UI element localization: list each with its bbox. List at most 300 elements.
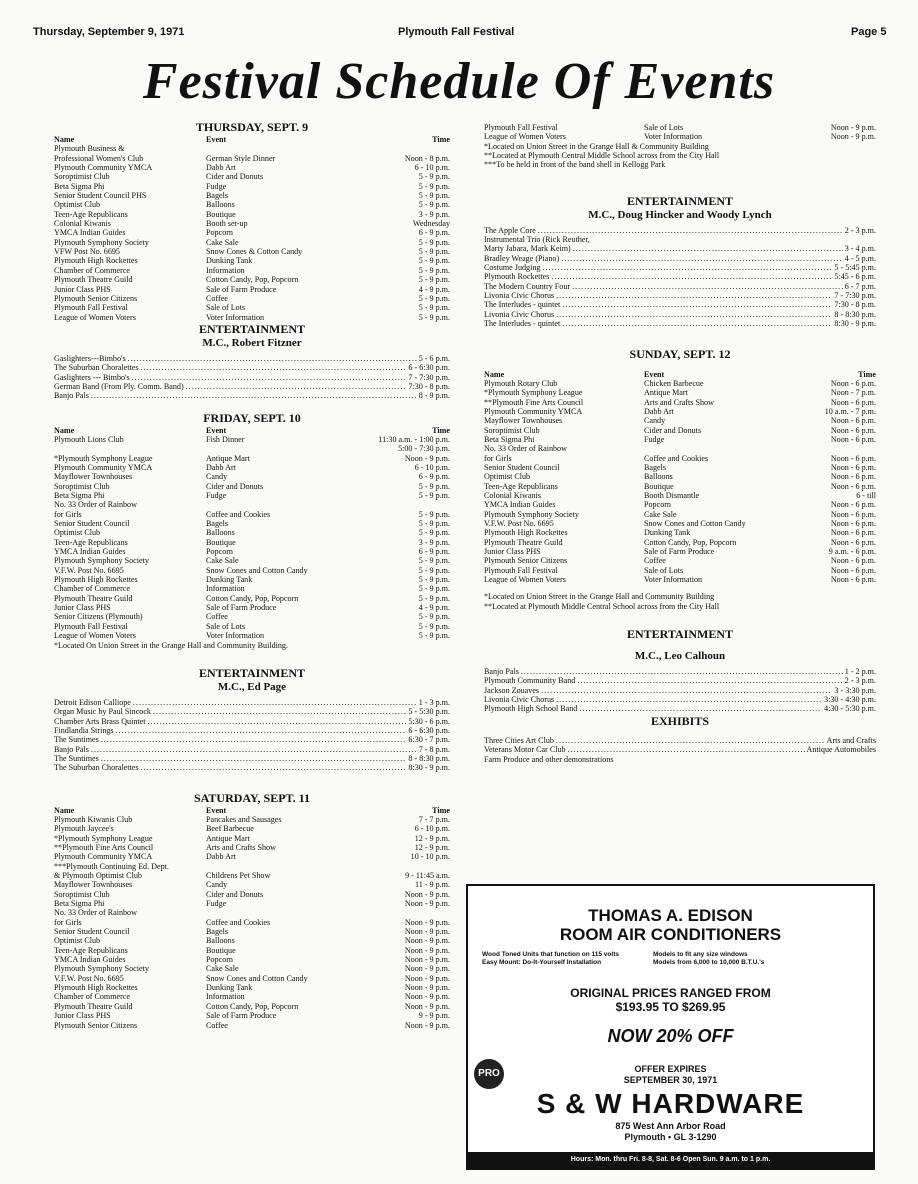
item-label: Plymouth High School Band — [484, 704, 578, 714]
row-name: No. 33 Order of Rainbow — [484, 444, 567, 454]
ad-features-right: Models to fit any size windows Models from 6,000 to 10,000 B.T.U.'s — [653, 951, 765, 966]
table-row — [484, 426, 876, 435]
row-event — [644, 444, 784, 453]
row-name: Plymouth Theatre Guild — [54, 593, 133, 603]
row-time: 5 - 9 p.m. — [418, 519, 450, 529]
row-event: Cotton Candy, Pop, Popcorn — [206, 1001, 299, 1011]
row-time: 6 - 9 p.m. — [418, 228, 450, 238]
item-value: 8 - 8:30 p.m. — [834, 309, 876, 319]
row-event: Booth set-up — [206, 219, 248, 229]
table-row — [54, 946, 450, 955]
item-label: Bradley Weage (Piano) — [484, 253, 560, 263]
row-name: Plymouth Community YMCA — [54, 163, 153, 173]
row-name: YMCA Indian Guides — [54, 547, 126, 557]
row-name: VFW Post No. 6695 — [54, 247, 120, 257]
row-time: Noon - 9 p.m. — [404, 955, 450, 965]
row-name: Soroptimist Club — [54, 172, 110, 182]
location-note: *Located On Union Street in the Grange Hall and Community Building. — [54, 640, 289, 650]
row-time: Noon - 6 p.m. — [830, 528, 876, 538]
table-row — [54, 454, 450, 463]
dot-leader — [153, 707, 406, 716]
row-name: Optimist Club — [484, 472, 531, 482]
item-value: 5 - 5:45 p.m. — [834, 263, 876, 273]
row-time: 7 - 7 p.m. — [418, 814, 450, 824]
table-row — [54, 584, 450, 593]
row-time: Noon - 6 p.m. — [830, 509, 876, 519]
row-event: Snow Cones & Cotton Candy — [206, 247, 303, 257]
row-name: YMCA Indian Guides — [484, 500, 556, 510]
ad-address: 875 West Ann Arbor Road Plymouth • GL 3-1290 — [615, 1121, 726, 1142]
row-event — [206, 862, 356, 871]
row-event: Antique Mart — [206, 453, 250, 463]
table-row — [54, 528, 450, 537]
table-row — [54, 594, 450, 603]
table-row — [54, 182, 450, 191]
row-event: Sale of Lots — [644, 565, 684, 575]
row-name: Plymouth High Rockettes — [54, 256, 138, 266]
row-event: Coffee — [206, 612, 228, 622]
row-time: 5 - 9 p.m. — [418, 256, 450, 266]
row-name: V.F.W. Post No. 6695 — [54, 973, 124, 983]
dot-leader — [538, 226, 843, 235]
list-item — [484, 263, 876, 272]
sunday-section — [484, 347, 876, 764]
entertainment-heading: ENTERTAINMENT — [198, 321, 306, 336]
row-name: League of Women Voters — [54, 312, 136, 322]
row-time: Noon - 6 p.m. — [830, 397, 876, 407]
table-row — [54, 144, 450, 153]
row-name: V.F.W. Post No. 6695 — [54, 565, 124, 575]
row-name: Colonial Kiwanis — [54, 219, 111, 229]
entertainment-list — [484, 226, 876, 329]
row-name: Professional Women's Club — [54, 153, 144, 163]
row-event: Popcorn — [206, 955, 233, 965]
exhibits-note: Farm Produce and other demonstrations — [484, 754, 614, 764]
item-value: 6 - 6:30 p.m. — [408, 725, 450, 735]
row-time: Noon - 6 p.m. — [830, 519, 876, 528]
dot-leader — [132, 373, 407, 382]
row-time: Noon - 9 p.m. — [404, 945, 450, 955]
table-row — [54, 815, 450, 824]
row-event: Bagels — [206, 927, 229, 937]
row-event: Dabb Art — [206, 163, 236, 173]
mc-line: M.C., Leo Calhoun — [634, 650, 726, 663]
item-value: 7 - 7:30 p.m. — [408, 372, 450, 382]
row-event: Coffee — [644, 556, 666, 566]
header-paper: Plymouth Fall Festival — [398, 26, 515, 38]
row-name: Plymouth Theatre Guild — [54, 1001, 133, 1011]
row-time: Noon - 9 p.m. — [404, 1001, 450, 1011]
table-row — [484, 444, 876, 453]
row-name: Plymouth High Rockettes — [484, 528, 568, 538]
row-event: Fudge — [644, 434, 665, 444]
row-event: Balloons — [206, 936, 235, 946]
entertainment-heading: ENTERTAINMENT — [198, 665, 306, 680]
row-event: Antique Mart — [644, 388, 688, 398]
row-time: Noon - 8 p.m. — [404, 153, 450, 163]
item-value: 1 - 2 p.m. — [844, 667, 876, 677]
row-time: 5 - 9 p.m. — [418, 491, 450, 500]
dot-leader — [542, 263, 832, 272]
table-row — [484, 500, 876, 509]
row-time: 5 - 9 p.m. — [418, 584, 450, 594]
row-name: Soroptimist Club — [484, 425, 540, 435]
row-name: YMCA Indian Guides — [54, 228, 126, 238]
row-name: Plymouth Fall Festival — [484, 565, 558, 575]
row-time: 9 a.m. - 6 p.m. — [828, 547, 876, 557]
item-value: Antique Automobiles — [806, 745, 876, 755]
row-event — [206, 500, 356, 509]
row-time: Noon - 6 p.m. — [830, 425, 876, 435]
thursday-section — [54, 120, 450, 401]
row-event: Bagels — [206, 519, 229, 529]
table-row — [484, 519, 876, 528]
row-time: Noon - 9 p.m. — [404, 927, 450, 937]
row-event: Information — [206, 265, 245, 275]
row-name: No. 33 Order of Rainbow — [54, 908, 137, 918]
table-row — [54, 228, 450, 237]
row-time — [356, 862, 450, 871]
row-name: Mayflower Townhouses — [484, 416, 563, 426]
row-name: No. 33 Order of Rainbow — [54, 500, 137, 510]
table-row — [54, 463, 450, 472]
item-label: Plymouth Rockettes — [484, 272, 550, 282]
table-row — [54, 256, 450, 265]
header-page: Page 5 — [851, 26, 887, 38]
row-name: Junior Class PHS — [54, 1011, 111, 1021]
item-label: Marty Jabara, Mark Keim) — [484, 244, 571, 254]
row-event: Information — [206, 584, 245, 594]
row-event: Boutique — [644, 481, 674, 491]
row-name: Soroptimist Club — [54, 481, 110, 491]
row-time: 9 - 11:45 a.m. — [405, 871, 450, 880]
item-label: The Modern Country Four — [484, 281, 571, 291]
item-label: Gaslighters---Bimbo's — [54, 353, 126, 363]
row-event: Dunking Tank — [206, 983, 253, 993]
row-event: Cake Sale — [206, 556, 239, 566]
row-name: Junior Class PHS — [54, 603, 111, 613]
list-item — [484, 745, 876, 754]
row-event: Boutique — [206, 537, 236, 547]
row-time: 6 - 10 p.m. — [414, 163, 450, 173]
list-item — [484, 686, 876, 695]
item-value: 5:30 - 6 p.m. — [408, 716, 450, 726]
table-row — [54, 955, 450, 964]
row-time: Noon - 9 p.m. — [830, 132, 876, 142]
row-time: 5 - 9 p.m. — [418, 593, 450, 603]
row-event: Cotton Candy, Pop, Popcorn — [644, 537, 737, 547]
row-event: Voter Information — [206, 631, 265, 641]
row-name — [54, 444, 206, 453]
row-time: Noon - 7 p.m. — [830, 388, 876, 398]
item-value: 2 - 3 p.m. — [844, 225, 876, 235]
dot-leader — [521, 667, 843, 676]
item-label: Three Cities Art Club — [484, 735, 554, 745]
item-value: 3:30 - 4:30 p.m. — [824, 695, 876, 705]
table-row — [54, 1021, 450, 1030]
list-item — [484, 310, 876, 319]
row-event: Coffee and Cookies — [206, 917, 271, 927]
row-name: Plymouth Theatre Guild — [484, 537, 563, 547]
row-event: Dunking Tank — [206, 256, 253, 266]
row-time: Noon - 6 p.m. — [830, 462, 876, 472]
list-item — [54, 698, 450, 707]
row-time: 5 - 9 p.m. — [418, 200, 450, 210]
row-time: 5 - 9 p.m. — [418, 631, 450, 641]
location-notes — [484, 142, 876, 170]
dot-leader — [568, 745, 805, 754]
row-event: Sale of Farm Produce — [206, 603, 277, 613]
row-time: Noon - 6 p.m. — [830, 416, 876, 426]
row-time: Noon - 9 p.m. — [404, 917, 450, 927]
row-name: Plymouth Community YMCA — [54, 462, 153, 472]
dot-leader — [101, 735, 407, 744]
row-event: Voter Information — [206, 312, 265, 322]
row-name: Plymouth Symphony Society — [484, 509, 579, 519]
item-value: 5 - 5:30 p.m. — [408, 707, 450, 717]
row-time: Noon - 6 p.m. — [830, 481, 876, 491]
table-row — [484, 379, 876, 388]
row-time: Noon - 9 p.m. — [404, 964, 450, 974]
row-name: Junior Class PHS — [54, 284, 111, 294]
table-row — [54, 603, 450, 612]
friday-section — [54, 411, 450, 773]
table-row — [54, 200, 450, 209]
table-header: Name Event Time — [54, 135, 450, 144]
dot-leader — [128, 354, 417, 363]
row-event: Fudge — [206, 181, 227, 191]
row-name: YMCA Indian Guides — [54, 955, 126, 965]
location-note: **Located at Plymouth Central Middle School across from the City Hall — [484, 151, 720, 161]
row-time — [784, 444, 876, 453]
table-row — [54, 566, 450, 575]
item-label: Detroit Edison Calliope — [54, 697, 131, 707]
dot-leader — [572, 282, 843, 291]
row-time: 4 - 9 p.m. — [418, 603, 450, 613]
list-item — [54, 373, 450, 382]
location-note: *Located on Union Street in the Grange Hall & Community Building — [484, 141, 709, 151]
location-notes — [484, 592, 876, 611]
row-event: Cider and Donuts — [206, 889, 264, 899]
row-time: Noon - 9 p.m. — [404, 983, 450, 993]
row-time: 6 - 9 p.m. — [418, 472, 450, 482]
table-row — [54, 890, 450, 899]
row-event: Coffee — [206, 293, 228, 303]
row-time: 6 - 9 p.m. — [418, 547, 450, 557]
item-value: 5 - 6 p.m. — [418, 353, 450, 363]
row-event: Balloons — [206, 528, 235, 538]
row-time — [356, 908, 450, 917]
row-name: Teen-Age Republicans — [54, 945, 128, 955]
table-row — [54, 547, 450, 556]
row-time: Noon - 9 p.m. — [404, 973, 450, 983]
row-name: Mayflower Townhouses — [54, 472, 133, 482]
row-event: Sale of Lots — [206, 621, 246, 631]
row-name: Plymouth Theatre Guild — [54, 275, 133, 285]
table-row — [484, 398, 876, 407]
row-event: Pancakes and Sausages — [206, 814, 282, 824]
table-row — [54, 435, 450, 444]
table-row — [54, 500, 450, 509]
row-time — [356, 144, 450, 153]
row-time: 3 - 9 p.m. — [418, 209, 450, 219]
page-title: Festival Schedule Of Events — [142, 53, 776, 110]
dot-leader — [91, 391, 417, 400]
row-name: for Girls — [54, 509, 82, 519]
table-row — [484, 510, 876, 519]
table-row — [54, 908, 450, 917]
row-event: Sale of Farm Produce — [206, 284, 277, 294]
row-time: 12 - 9 p.m. — [414, 842, 450, 852]
item-value: 3 - 3:30 p.m. — [834, 685, 876, 695]
row-event: German Style Dinner — [206, 153, 276, 163]
item-label: Livonia Civic Chorus — [484, 291, 555, 301]
row-name: V.F.W. Post No. 6695 — [484, 519, 554, 528]
row-time: 5 - 9 p.m. — [418, 565, 450, 575]
row-event: Coffee and Cookies — [206, 509, 271, 519]
row-time: Noon - 9 p.m. — [404, 899, 450, 909]
row-name: Plymouth Senior Citizens — [54, 1020, 138, 1030]
list-item — [484, 695, 876, 704]
table-row — [484, 416, 876, 425]
table-row — [484, 547, 876, 556]
row-time: Noon - 9 p.m. — [830, 123, 876, 132]
table-row — [54, 219, 450, 228]
list-item — [54, 726, 450, 735]
item-label: The Interludes - quintet — [484, 319, 561, 329]
location-note: *Located on Union Street in the Grange Hall and Community Building — [484, 592, 715, 602]
saturday-section — [54, 791, 450, 1030]
row-time: Noon - 9 p.m. — [404, 889, 450, 899]
row-time: 5 - 9 p.m. — [418, 612, 450, 622]
mc-line: M.C., Ed Page — [217, 680, 287, 693]
row-name: Beta Sigma Phi — [484, 434, 535, 444]
page-header — [0, 26, 918, 42]
table-row — [484, 407, 876, 416]
table-header: Name Event Time — [54, 805, 450, 815]
row-event: Booth Dismantle — [644, 490, 700, 500]
schedule-table — [54, 815, 450, 1030]
row-name: & Plymouth Optimist Club — [54, 871, 142, 880]
row-name: Plymouth Senior Citizens — [484, 556, 568, 566]
pro-badge-icon: PRO — [474, 1059, 504, 1089]
row-event: Cider and Donuts — [206, 172, 264, 182]
list-item — [484, 736, 876, 745]
row-event: Chicken Barbecue — [644, 378, 704, 388]
entertainment-list — [484, 667, 876, 714]
row-event: Popcorn — [644, 500, 671, 510]
row-event: Information — [206, 992, 245, 1002]
row-time: 5 - 9 p.m. — [418, 181, 450, 191]
dot-leader — [101, 754, 407, 763]
schedule-table — [54, 144, 450, 322]
row-name: *Plymouth Symphony League — [484, 388, 583, 398]
dot-leader — [186, 382, 407, 391]
table-row — [54, 575, 450, 584]
entertainment-list — [54, 354, 450, 401]
item-label: The Suburban Choralettes — [54, 763, 139, 773]
row-time: 5 - 9 p.m. — [418, 621, 450, 631]
row-event: Beef Barbecue — [206, 824, 254, 834]
row-time: Noon - 9 p.m. — [404, 453, 450, 463]
list-item — [484, 319, 876, 328]
item-value: Arts and Crafts — [826, 735, 876, 745]
item-value: 7:30 - 8 p.m. — [834, 300, 876, 310]
row-time: 5 - 9 p.m. — [418, 528, 450, 538]
dot-leader — [148, 717, 407, 726]
row-name: Chamber of Commerce — [54, 992, 130, 1002]
row-time: Noon - 6 p.m. — [830, 565, 876, 575]
item-value: 5:45 - 6 p.m. — [834, 272, 876, 282]
row-time: Noon - 6 p.m. — [830, 453, 876, 463]
row-time: Noon - 9 p.m. — [404, 936, 450, 946]
row-event: Snow Cones and Cotton Candy — [644, 519, 746, 528]
dot-leader — [141, 763, 407, 772]
row-time: 5 - 9 p.m. — [418, 293, 450, 303]
dot-leader — [551, 272, 832, 281]
row-time: 5 - 9 p.m. — [418, 556, 450, 566]
row-event: Antique Mart — [206, 833, 250, 843]
table-row — [484, 575, 876, 584]
list-item — [484, 291, 876, 300]
row-time: 11 - 9 p.m. — [415, 880, 450, 890]
mc-line: M.C., Robert Fitzner — [202, 336, 302, 349]
table-row — [54, 824, 450, 833]
row-event: Bagels — [206, 191, 229, 201]
row-name: Senior Student Council — [484, 462, 560, 472]
item-value: 1 - 3 p.m. — [418, 697, 450, 707]
table-row — [54, 510, 450, 519]
row-time: Noon - 6 p.m. — [830, 500, 876, 510]
table-row — [54, 1011, 450, 1020]
ad-discount: NOW 20% OFF — [607, 1026, 734, 1046]
table-row — [54, 444, 450, 453]
list-item — [54, 717, 450, 726]
item-value: 8:30 - 9 p.m. — [408, 763, 450, 773]
item-label: Gaslighters --- Bimbo's — [54, 372, 130, 382]
table-header: Name Event Time — [484, 369, 876, 379]
table-row — [54, 918, 450, 927]
day-heading: THURSDAY, SEPT. 9 — [195, 120, 309, 134]
table-row — [54, 927, 450, 936]
row-event: Arts and Crafts Show — [644, 397, 714, 407]
location-note: ***To be held in front of the band shell in Kellogg Park — [484, 160, 666, 170]
row-name: Senior Student Council PHS — [54, 191, 147, 201]
list-item — [54, 745, 450, 754]
row-event — [206, 144, 356, 153]
row-event: Dabb Art — [644, 406, 674, 416]
item-label: The Interludes - quintet — [484, 300, 561, 310]
table-row — [54, 294, 450, 303]
row-event: Snow Cones and Cotton Candy — [206, 565, 308, 575]
table-row — [484, 566, 876, 575]
row-name: League of Women Voters — [484, 575, 566, 585]
day-heading: SATURDAY, SEPT. 11 — [193, 790, 311, 805]
table-row — [484, 482, 876, 491]
table-row — [484, 463, 876, 472]
row-name: *Plymouth Symphony League — [54, 833, 153, 843]
row-name: Senior Student Council — [54, 927, 130, 937]
table-row — [54, 303, 450, 312]
table-row — [54, 556, 450, 565]
item-value: 8 - 8:30 p.m. — [408, 753, 450, 763]
row-name: Senior Student Council — [54, 519, 130, 529]
table-row — [54, 472, 450, 481]
schedule-table — [54, 435, 450, 641]
right-column — [484, 123, 876, 764]
table-row — [54, 631, 450, 640]
item-label: Banjo Pals — [54, 744, 89, 754]
